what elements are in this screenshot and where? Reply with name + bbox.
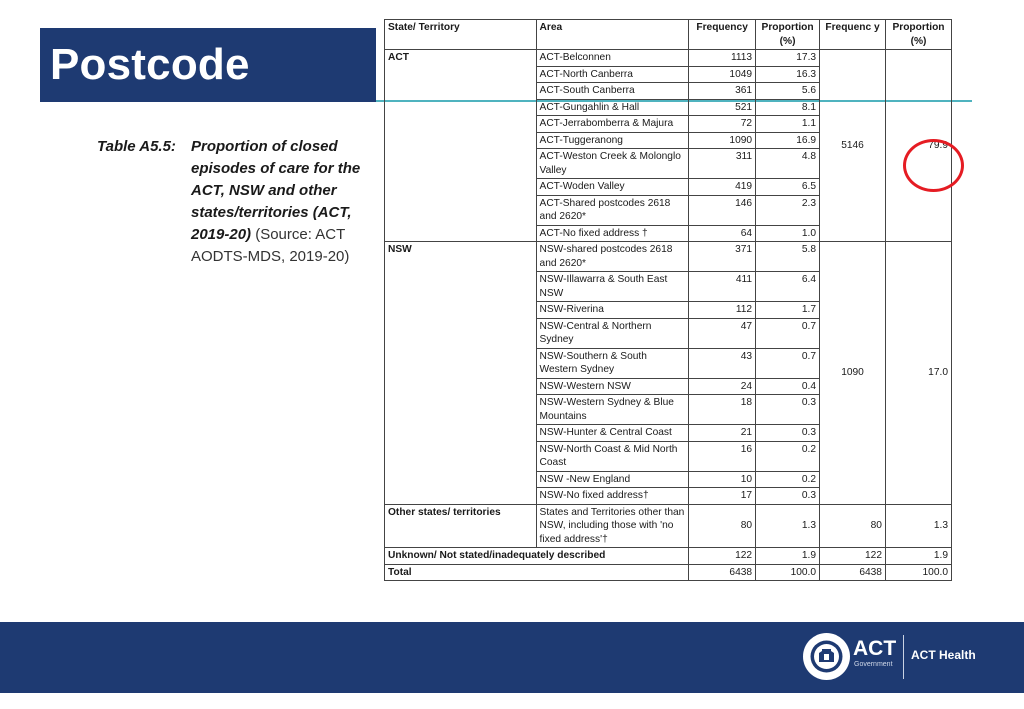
proportion-cell: 1.3 bbox=[756, 504, 820, 548]
proportion-cell: 0.7 bbox=[756, 348, 820, 378]
nsw-total-proportion: 17.0 bbox=[885, 242, 951, 505]
area-cell: ACT-Belconnen bbox=[536, 50, 689, 67]
area-cell: ACT-Jerrabomberra & Majura bbox=[536, 116, 689, 133]
area-cell: ACT-Gungahlin & Hall bbox=[536, 99, 689, 116]
proportion-cell: 4.8 bbox=[756, 149, 820, 179]
frequency-cell: 17 bbox=[689, 488, 756, 505]
table-row bbox=[385, 50, 952, 67]
caption-source: (Source: ACT AODTS-MDS, 2019-20) bbox=[191, 226, 350, 265]
state-cell-act: ACT bbox=[385, 50, 537, 242]
frequency-cell: 122 bbox=[689, 548, 756, 565]
proportion-cell: 16.9 bbox=[756, 132, 820, 149]
proportion-cell: 8.1 bbox=[756, 99, 820, 116]
proportion-cell: 0.3 bbox=[756, 425, 820, 442]
header-proportion-total: Proportion (%) bbox=[885, 20, 951, 50]
frequency-cell: 146 bbox=[689, 195, 756, 225]
area-cell: ACT-Shared postcodes 2618 and 2620* bbox=[536, 195, 689, 225]
act-total-frequency: 5146 bbox=[820, 50, 886, 242]
table-row-unknown bbox=[385, 548, 952, 565]
area-cell: NSW-Southern & South Western Sydney bbox=[536, 348, 689, 378]
caption-title: Proportion of closed episodes of care for the ACT, NSW and other states/territories (ACT, 2019-20) bbox=[191, 138, 361, 243]
footer-bar bbox=[0, 622, 1024, 693]
act-coat-of-arms-icon bbox=[803, 633, 850, 680]
area-cell: NSW-Central & Northern Sydney bbox=[536, 318, 689, 348]
area-cell: NSW-North Coast & Mid North Coast bbox=[536, 441, 689, 471]
proportion-cell: 6.5 bbox=[756, 179, 820, 196]
area-cell: States and Territories other than NSW, including those with 'no fixed address'† bbox=[536, 504, 689, 548]
proportion-cell: 5.8 bbox=[756, 242, 820, 272]
header-row bbox=[385, 20, 952, 50]
table-row-other bbox=[385, 504, 952, 548]
act-logo-word: ACT bbox=[853, 637, 897, 660]
proportion-cell: 5.6 bbox=[756, 83, 820, 100]
proportion-cell: 0.3 bbox=[756, 395, 820, 425]
frequency-cell: 419 bbox=[689, 179, 756, 196]
frequency-cell: 24 bbox=[689, 378, 756, 395]
area-cell: ACT-Weston Creek & Molonglo Valley bbox=[536, 149, 689, 179]
header-area: Area bbox=[536, 20, 689, 50]
proportion-cell: 100.0 bbox=[756, 564, 820, 581]
grand-total-frequency: 6438 bbox=[820, 564, 886, 581]
area-cell: NSW-Western NSW bbox=[536, 378, 689, 395]
area-cell: ACT-South Canberra bbox=[536, 83, 689, 100]
footer-divider bbox=[903, 635, 904, 679]
state-cell-other: Other states/ territories bbox=[385, 504, 537, 548]
proportion-cell: 2.3 bbox=[756, 195, 820, 225]
area-cell: NSW-Western Sydney & Blue Mountains bbox=[536, 395, 689, 425]
area-cell: NSW-Riverina bbox=[536, 302, 689, 319]
grand-total-proportion: 100.0 bbox=[885, 564, 951, 581]
frequency-cell: 47 bbox=[689, 318, 756, 348]
table-row bbox=[385, 242, 952, 272]
proportion-cell: 0.2 bbox=[756, 441, 820, 471]
caption-text bbox=[191, 136, 371, 268]
frequency-cell: 361 bbox=[689, 83, 756, 100]
frequency-cell: 72 bbox=[689, 116, 756, 133]
area-cell: NSW-Illawarra & South East NSW bbox=[536, 272, 689, 302]
caption-label: Table A5.5: bbox=[97, 138, 176, 155]
area-cell: ACT-North Canberra bbox=[536, 66, 689, 83]
nsw-total-frequency: 1090 bbox=[820, 242, 886, 505]
proportion-cell: 1.1 bbox=[756, 116, 820, 133]
frequency-cell: 6438 bbox=[689, 564, 756, 581]
postcode-table bbox=[384, 19, 952, 581]
header-proportion: Proportion (%) bbox=[756, 20, 820, 50]
frequency-cell: 311 bbox=[689, 149, 756, 179]
proportion-cell: 6.4 bbox=[756, 272, 820, 302]
proportion-cell: 1.9 bbox=[756, 548, 820, 565]
highlight-circle bbox=[903, 139, 964, 192]
frequency-cell: 1113 bbox=[689, 50, 756, 67]
act-logo-subtitle: Government bbox=[854, 661, 893, 668]
department-name: ACT Health bbox=[911, 648, 976, 662]
frequency-cell: 16 bbox=[689, 441, 756, 471]
unknown-total-frequency: 122 bbox=[820, 548, 886, 565]
frequency-cell: 18 bbox=[689, 395, 756, 425]
frequency-cell: 43 bbox=[689, 348, 756, 378]
frequency-cell: 80 bbox=[689, 504, 756, 548]
header-state: State/ Territory bbox=[385, 20, 537, 50]
state-cell-nsw: NSW bbox=[385, 242, 537, 505]
frequency-cell: 521 bbox=[689, 99, 756, 116]
frequency-cell: 112 bbox=[689, 302, 756, 319]
area-cell: NSW -New England bbox=[536, 471, 689, 488]
frequency-cell: 21 bbox=[689, 425, 756, 442]
unknown-total-proportion: 1.9 bbox=[885, 548, 951, 565]
proportion-cell: 1.0 bbox=[756, 225, 820, 242]
proportion-cell: 0.3 bbox=[756, 488, 820, 505]
header-frequency: Frequency bbox=[689, 20, 756, 50]
proportion-cell: 0.4 bbox=[756, 378, 820, 395]
table-row-total bbox=[385, 564, 952, 581]
proportion-cell: 17.3 bbox=[756, 50, 820, 67]
area-cell: ACT-No fixed address † bbox=[536, 225, 689, 242]
other-total-frequency: 80 bbox=[820, 504, 886, 548]
frequency-cell: 411 bbox=[689, 272, 756, 302]
area-cell: NSW-No fixed address† bbox=[536, 488, 689, 505]
frequency-cell: 64 bbox=[689, 225, 756, 242]
slide-title: Postcode bbox=[50, 40, 250, 89]
total-label: Total bbox=[385, 564, 689, 581]
unknown-label: Unknown/ Not stated/inadequately described bbox=[385, 548, 689, 565]
proportion-cell: 0.7 bbox=[756, 318, 820, 348]
other-total-proportion: 1.3 bbox=[885, 504, 951, 548]
area-cell: ACT-Woden Valley bbox=[536, 179, 689, 196]
area-cell: ACT-Tuggeranong bbox=[536, 132, 689, 149]
frequency-cell: 1090 bbox=[689, 132, 756, 149]
act-total-proportion: 79.9 bbox=[885, 50, 951, 242]
proportion-cell: 16.3 bbox=[756, 66, 820, 83]
proportion-cell: 0.2 bbox=[756, 471, 820, 488]
area-cell: NSW-shared postcodes 2618 and 2620* bbox=[536, 242, 689, 272]
frequency-cell: 1049 bbox=[689, 66, 756, 83]
frequency-cell: 371 bbox=[689, 242, 756, 272]
area-cell: NSW-Hunter & Central Coast bbox=[536, 425, 689, 442]
frequency-cell: 10 bbox=[689, 471, 756, 488]
header-frequency-total: Frequenc y bbox=[820, 20, 886, 50]
proportion-cell: 1.7 bbox=[756, 302, 820, 319]
title-block bbox=[40, 28, 376, 102]
